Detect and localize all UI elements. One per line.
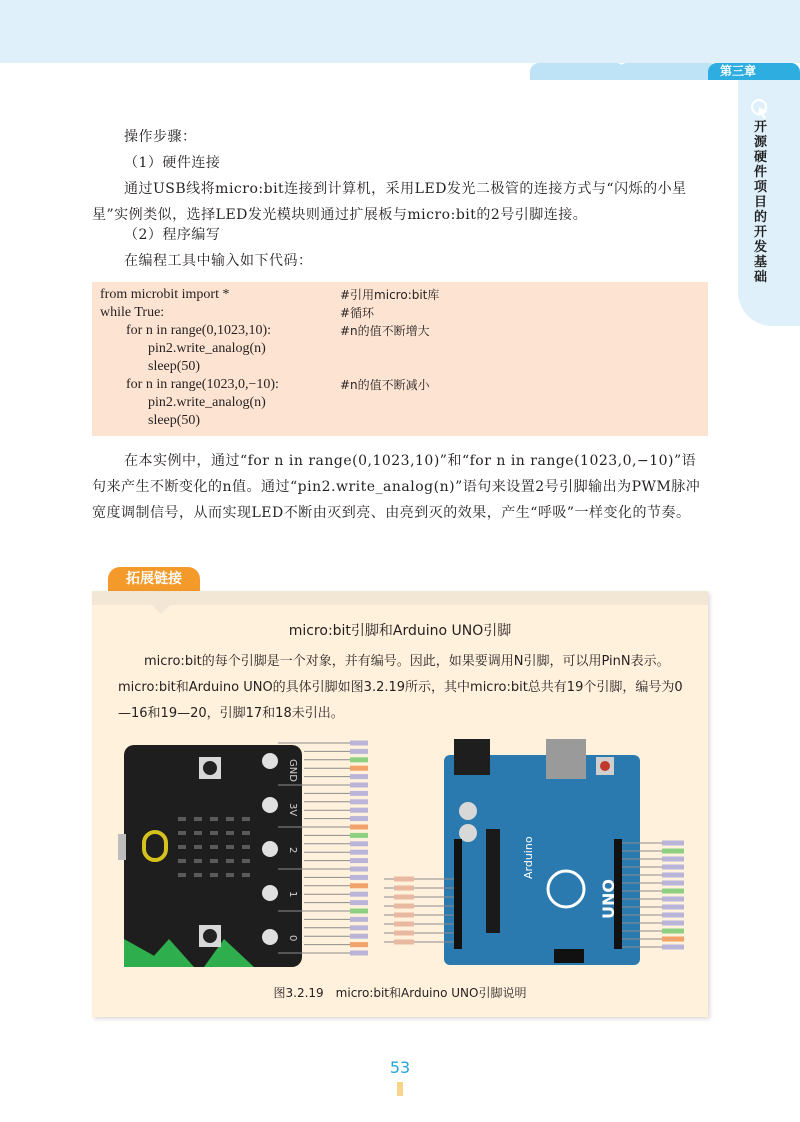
pin-tag — [350, 825, 368, 830]
pin-tag — [350, 934, 368, 939]
pin-tag — [350, 741, 368, 746]
chapter-tabs — [530, 63, 800, 80]
pin-tag — [394, 904, 414, 909]
pinout-figure — [114, 739, 694, 979]
microbit-pin-label: GND — [287, 759, 298, 782]
code-line: while True: — [100, 305, 165, 320]
pin-tag — [350, 791, 368, 796]
microbit-pin-label: 3V — [287, 803, 298, 817]
code-comment: #循环 — [340, 306, 375, 320]
page-number-bar — [397, 1082, 403, 1096]
extension-box — [92, 591, 708, 1017]
step1-heading: （1）硬件连接 — [124, 155, 221, 171]
code-line: sleep(50) — [148, 359, 201, 374]
pin-tag — [662, 865, 684, 870]
extension-label: 拓展链接 — [108, 567, 200, 591]
pin-tag — [662, 849, 684, 854]
pin-tag — [350, 799, 368, 804]
pin-tag — [662, 873, 684, 878]
side-tab — [738, 80, 800, 326]
step1-text: 通过USB线将micro:bit连接到计算机，采用LED发光二极管的连接方式与“闪烁的小星星”实例类似，选择LED发光模块则通过扩展板与micro:bit的2号引脚连接。 — [92, 181, 687, 223]
side-tab-title: 开源硬件项目的开发基础 — [754, 120, 768, 285]
explanation-text: 在本实例中，通过“for n in range(0,1023,10)”和“for n in range(1023,0,−10)”语句来产生不断变化的n值。通过“pin2.write_analog(n)”语句来设置2号引脚输出为PWM脉冲宽度调制信号，从而实现LED不断由灭到亮、由亮到灭的效果，产生“呼吸”一样变化的节奏。 — [92, 453, 701, 521]
pin-tag — [350, 883, 368, 888]
pin-tag — [662, 921, 684, 926]
pin-tag — [662, 841, 684, 846]
pin-tag — [394, 886, 414, 891]
code-line: for n in range(1023,0,−10): — [126, 377, 279, 392]
code-line: for n in range(0,1023,10): — [126, 323, 272, 338]
pin-tag — [350, 841, 368, 846]
pin-tag — [350, 833, 368, 838]
arduino-brand-label: Arduino — [522, 836, 535, 879]
pin-tag — [350, 757, 368, 762]
pin-tag — [662, 913, 684, 918]
pin-tag — [350, 925, 368, 930]
pin-tag — [350, 900, 368, 905]
code-line: from microbit import * — [100, 287, 230, 302]
code-line: sleep(50) — [148, 413, 201, 428]
pin-tag — [350, 749, 368, 754]
figure-caption: 图3.2.19 micro:bit和Arduino UNO引脚说明 — [273, 986, 527, 1000]
pin-tag — [662, 937, 684, 942]
header-band — [0, 0, 800, 63]
pin-tag — [350, 951, 368, 956]
pin-tag — [394, 931, 414, 936]
code-comment: #引用micro:bit库 — [340, 288, 440, 302]
extension-notch — [152, 605, 170, 614]
extension-topbar — [92, 591, 708, 605]
pin-tag — [662, 857, 684, 862]
step2-heading: （2）程序编写 — [124, 227, 221, 243]
pin-tag — [350, 867, 368, 872]
code-block — [92, 282, 708, 436]
microbit-pin-label: 2 — [287, 847, 298, 854]
pin-tag — [350, 808, 368, 813]
extension-title: micro:bit引脚和Arduino UNO引脚 — [288, 623, 512, 639]
pin-tag — [350, 774, 368, 779]
pin-tag — [350, 892, 368, 897]
steps-heading: 操作步骤： — [124, 129, 197, 145]
page-number: 53 — [389, 1058, 411, 1077]
pin-tag — [350, 875, 368, 880]
chapter-tab-decor-2 — [618, 63, 718, 80]
pin-tag — [350, 766, 368, 771]
microbit-board — [118, 745, 302, 967]
pin-tag — [394, 940, 414, 945]
code-comment: #n的值不断增大 — [340, 324, 430, 338]
pin-tag — [350, 917, 368, 922]
arduino-uno-label: UNO — [599, 879, 618, 919]
pin-tag — [662, 945, 684, 950]
pin-tag — [350, 783, 368, 788]
cursor-icon — [750, 98, 772, 120]
pin-tag — [394, 922, 414, 927]
pin-tag — [394, 913, 414, 918]
microbit-pin-label: 0 — [287, 935, 298, 942]
pin-tag — [350, 850, 368, 855]
pin-tag — [350, 942, 368, 947]
chapter-tab-decor-1 — [530, 63, 625, 80]
pin-tag — [662, 929, 684, 934]
pin-tag — [394, 877, 414, 882]
code-line: pin2.write_analog(n) — [148, 395, 266, 410]
pin-tag — [350, 909, 368, 914]
pin-tag — [350, 816, 368, 821]
pin-tag — [350, 858, 368, 863]
code-comment: #n的值不断减小 — [340, 378, 430, 392]
pin-tag — [662, 897, 684, 902]
arduino-board — [444, 739, 640, 965]
code-line: pin2.write_analog(n) — [148, 341, 266, 356]
extension-body: micro:bit的每个引脚是一个对象，并有编号。因此，如果要调用N引脚，可以用PinN表示。micro:bit和Arduino UNO的具体引脚如图3.2.19所示，其中micro:bit总共有19个引脚，编号为0—16和19—20，引脚17和18未引出。 — [118, 654, 683, 721]
pin-tag — [662, 881, 684, 886]
microbit-pin-label: 1 — [287, 891, 298, 898]
step2-intro: 在编程工具中输入如下代码： — [124, 253, 313, 269]
pin-tag — [662, 905, 684, 910]
chapter-label: 第三章 — [708, 63, 800, 80]
pin-tag — [662, 889, 684, 894]
pin-tag — [394, 895, 414, 900]
